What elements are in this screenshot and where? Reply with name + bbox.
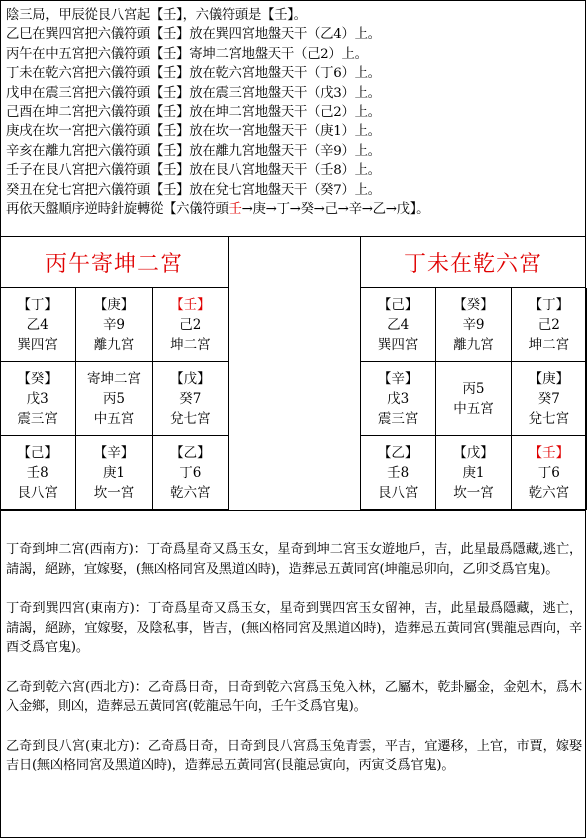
rotation-prefix: 再依天盤順序逆時針旋轉從【六儀符頭	[6, 201, 229, 217]
palace-bottom-text: 艮八宮	[17, 484, 58, 501]
intro-line: 辛亥在離九宮把六儀符頭【壬】放在離九宮地盤天干（辛9）上。	[6, 143, 381, 159]
palace-mid-text: 庚1	[102, 464, 126, 481]
palace-bottom-text: 巽四宮	[377, 336, 419, 353]
palace-top-text: 【庚】	[93, 296, 135, 313]
palace-top-text: 寄坤二宮	[86, 370, 141, 387]
palace-cell	[153, 288, 229, 362]
palace-bottom-text: 坤二宮	[528, 336, 570, 353]
palace-top-text: 【癸】	[453, 296, 494, 313]
palace-cell	[153, 436, 229, 510]
rotation-suffix: →庚→丁→癸→己→辛→乙→戊】。	[241, 201, 430, 217]
intro-line: 戊申在震三宮把六儀符頭【壬】放在震三宮地盤天干（戊3）上。	[6, 85, 381, 101]
intro-line: 庚戌在坎一宮把六儀符頭【壬】放在坎一宮地盤天干（庚1）上。	[6, 124, 381, 140]
note-paragraph: 丁奇到巽四宮(東南方)：丁奇爲星奇又爲玉女，星奇到巽四宮玉女留神，吉，此星最爲隱藏，逃亡，請謁，絕跡，宜嫁娶，及陰私事，皆吉，(無凶格同宮及黑道凶時)，造葬忌五黃同宮(巽龍忌酉向，辛酉爻爲官鬼)。	[6, 601, 582, 655]
intro-line: 丙午在中五宮把六儀符頭【壬】寄坤二宮地盤天干（己2）上。	[6, 46, 368, 62]
palace-bottom-text: 坤二宮	[170, 336, 211, 353]
panel-title-left: 丙午寄坤二宮	[44, 252, 183, 277]
palace-bottom-text: 離九宮	[93, 336, 135, 353]
palace-top-text: 【己】	[377, 296, 419, 313]
palace-bottom-text: 巽四宮	[17, 336, 58, 353]
palace-bottom-text: 兌七宮	[170, 410, 211, 427]
palace-bottom-text: 離九宮	[453, 336, 494, 353]
intro-line: 己酉在坤二宮把六儀符頭【壬】放在坤二宮地盤天干（己2）上。	[6, 104, 381, 120]
intro-line: 陰三局，甲辰從艮八宮起【壬】，六儀符頭是【壬】。	[6, 8, 307, 23]
note-paragraph: 乙奇到艮八宮(東北方)：乙奇爲日奇，日奇到艮八宮爲玉兔青雲，平吉，宜遷移，上官，市賈，嫁娶吉日(無凶格同宮及黑道凶時)，造葬忌五黃同宮(艮龍忌寅向，丙寅爻爲官鬼)。	[6, 738, 582, 773]
palace-top-text: 【庚】	[528, 370, 570, 387]
palace-grid-left	[0, 288, 229, 510]
palace-bottom-text: 乾六宮	[170, 484, 211, 501]
palace-cell	[512, 288, 587, 362]
palace-top-text: 【丁】	[17, 296, 58, 313]
palace-top-text: 【壬】	[170, 296, 211, 313]
rotation-line	[6, 200, 581, 219]
palace-mid-text: 丁6	[537, 464, 560, 481]
palace-cell	[361, 288, 436, 362]
palace-top-text: 【辛】	[93, 444, 135, 461]
palace-top-text: 【己】	[17, 444, 58, 461]
palace-bottom-text: 艮八宮	[377, 484, 419, 501]
palace-bottom-text: 中五宮	[453, 400, 494, 417]
palace-mid-text: 己2	[179, 316, 202, 333]
palace-cell	[361, 436, 436, 510]
palace-mid-text: 乙4	[26, 316, 49, 333]
palace-cell	[0, 362, 76, 436]
palace-cell	[361, 362, 436, 436]
palace-bottom-text: 震三宮	[17, 410, 58, 427]
palace-cell	[0, 436, 76, 510]
palace-top-text: 【乙】	[377, 444, 419, 461]
palace-mid-text: 辛9	[102, 316, 126, 333]
palace-cell	[76, 362, 152, 436]
palace-mid-text: 壬8	[387, 464, 410, 481]
palace-cell	[76, 436, 152, 510]
palace-mid-text: 丙5	[462, 380, 485, 397]
palace-cell	[436, 362, 511, 436]
divider-bottom	[0, 510, 586, 511]
palace-top-text: 【癸】	[17, 370, 58, 387]
palace-bottom-text: 兌七宮	[528, 410, 570, 427]
palace-bottom-text: 震三宮	[377, 410, 419, 427]
palace-mid-text: 庚1	[462, 464, 485, 481]
note-paragraph: 丁奇到坤二宮(西南方)：丁奇爲星奇又爲玉女，星奇到坤二宮玉女遊地戶，吉，此星最爲隱藏,逃亡，請謁，絕跡，宜嫁娶，(無凶格同宮及黑道凶時)，造葬忌五黃同宮(坤龍忌卯向，乙卯爻爲官鬼)。	[6, 542, 582, 577]
palace-mid-text: 丁6	[179, 464, 202, 481]
palace-mid-text: 丙5	[102, 390, 126, 407]
palace-mid-text: 癸7	[537, 390, 560, 407]
palace-mid-text: 乙4	[387, 316, 410, 333]
palace-top-text: 【壬】	[528, 444, 570, 461]
palace-mid-text: 戊3	[26, 390, 49, 407]
palace-top-text: 【戊】	[170, 370, 211, 387]
rotation-highlight: 壬	[228, 201, 242, 217]
palace-top-text: 【戊】	[453, 444, 494, 461]
palace-cell	[76, 288, 152, 362]
palace-mid-text: 辛9	[462, 316, 485, 333]
palace-bottom-text: 乾六宮	[528, 484, 570, 501]
palace-mid-text: 己2	[537, 316, 560, 333]
palace-top-text: 【辛】	[377, 370, 419, 387]
palace-cell	[512, 362, 587, 436]
palace-cell	[512, 436, 587, 510]
palace-grid-right	[361, 288, 587, 510]
intro-line: 癸丑在兌七宮把六儀符頭【壬】放在兌七宮地盤天干（癸7）上。	[6, 182, 381, 198]
palace-top-text: 【丁】	[528, 296, 570, 313]
palace-cell	[436, 288, 511, 362]
palace-mid-text: 壬8	[26, 464, 49, 481]
palace-mid-text: 癸7	[179, 390, 202, 407]
palace-mid-text: 戊3	[387, 390, 410, 407]
panel-title-right: 丁未在乾六宮	[403, 252, 542, 277]
palace-cell	[436, 436, 511, 510]
palace-bottom-text: 中五宮	[93, 410, 135, 427]
intro-text	[6, 6, 581, 219]
intro-line: 壬子在艮八宮把六儀符頭【壬】放在艮八宮地盤天干（壬8）上。	[6, 163, 381, 179]
palace-cell	[0, 288, 76, 362]
intro-line: 乙巳在巽四宮把六儀符頭【壬】放在巽四宮地盤天干（乙4）上。	[6, 27, 381, 43]
palace-top-text: 【乙】	[170, 444, 211, 461]
divider-top	[0, 236, 586, 237]
palace-bottom-text: 坎一宮	[453, 484, 494, 501]
palace-cell	[153, 362, 229, 436]
notes-section	[6, 540, 582, 796]
intro-line: 丁未在乾六宮把六儀符頭【壬】放在乾六宮地盤天干（丁6）上。	[6, 66, 381, 82]
note-paragraph: 乙奇到乾六宮(西北方)：乙奇爲日奇，日奇到乾六宮爲玉兔入林，乙屬木，乾卦屬金，金剋木，爲木入金鄉，則凶，造葬忌五黃同宮(乾龍忌午向，壬午爻爲官鬼)。	[6, 679, 582, 714]
palace-bottom-text: 坎一宮	[93, 484, 135, 501]
